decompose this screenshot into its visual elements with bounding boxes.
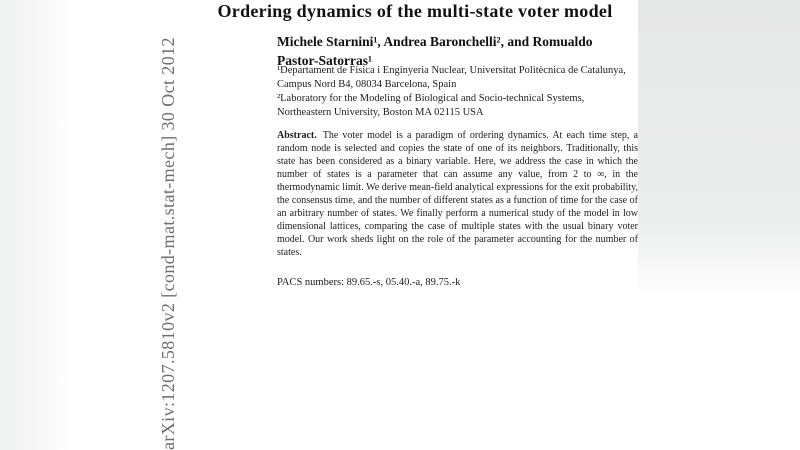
affiliation-line: ²Laboratory for the Modeling of Biological and Socio-technical Systems,	[277, 93, 585, 104]
affiliation-line: Campus Nord B4, 08034 Barcelona, Spain	[277, 79, 457, 90]
left-margin-shading	[0, 0, 70, 450]
abstract	[277, 129, 638, 259]
paper-title: Ordering dynamics of the multi-state voter model	[217, 1, 613, 21]
right-margin-shading	[638, 0, 800, 450]
abstract-text: The voter model is a paradigm of ordering dynamics. At each time step, a random node is selected and copies the state of one of its neighbors. Traditionally, this state has been considered as a binary variable. Here, we address the case in which the number of states is a parameter that can assume any value, from 2 to ∞, in the thermodynamic limit. We derive mean-field analytical expressions for the exit probability, the consensus time, and the number of different states as a function of time for the case of an arbitrary number of states. We finally perform a numerical study of the model in low dimensional lattices, comparing the case of multiple states with the usual binary voter model. Our work sheds light on the role of the parameter accounting for the number of states.	[277, 130, 638, 258]
author-line: Pastor-Satorras¹	[277, 53, 373, 68]
author-line: Michele Starnini¹, Andrea Baronchelli², and Romualdo	[277, 34, 593, 49]
abstract-label: Abstract.	[277, 130, 317, 141]
affiliation-line: Northeastern University, Boston MA 02115 USA	[277, 107, 484, 118]
affiliation-line: ¹Departament de Física i Enginyeria Nuclear, Universitat Politècnica de Catalunya,	[277, 65, 626, 76]
affiliation-list	[277, 64, 647, 120]
pacs-numbers: PACS numbers: 89.65.-s, 05.40.-a, 89.75.-k	[277, 277, 461, 288]
arxiv-stamp: arXiv:1207.5810v2 [cond-mat.stat-mech] 30 Oct 2012	[158, 37, 178, 450]
